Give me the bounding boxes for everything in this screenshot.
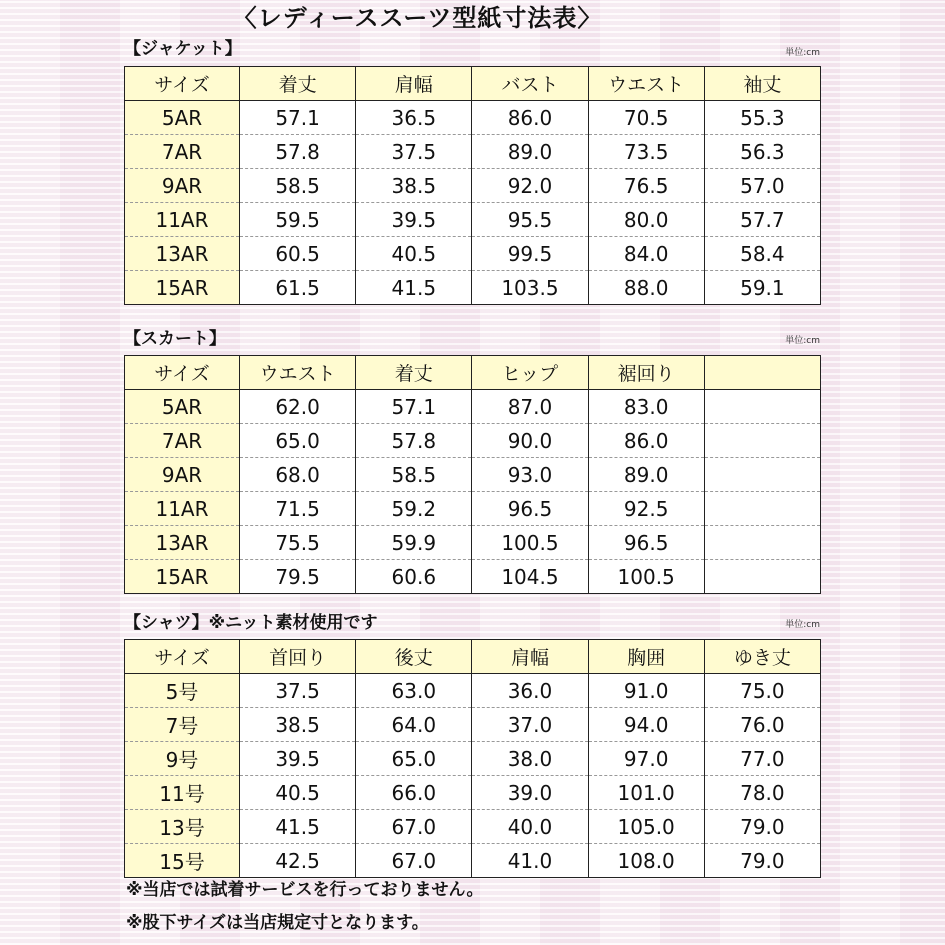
value-cell: 78.0 <box>704 776 820 810</box>
skirt-table-body <box>125 390 821 594</box>
value-cell: 57.0 <box>704 169 820 203</box>
table-row <box>125 844 821 878</box>
value-cell: 79.0 <box>704 844 820 878</box>
size-cell: 5AR <box>125 101 240 135</box>
table-row <box>125 390 821 424</box>
value-cell: 39.5 <box>356 203 472 237</box>
value-cell: 65.0 <box>240 424 356 458</box>
jacket-unit-label: 単位:cm <box>785 48 820 58</box>
value-cell: 41.5 <box>240 810 356 844</box>
value-cell: 57.8 <box>356 424 472 458</box>
skirt-section-label: 【スカート】 <box>124 329 226 349</box>
value-cell: 59.9 <box>356 526 472 560</box>
value-cell: 75.5 <box>240 526 356 560</box>
value-cell: 76.0 <box>704 708 820 742</box>
note-no-fitting: ※当店では試着サービスを行っておりません。 <box>126 880 484 900</box>
size-cell: 9AR <box>125 169 240 203</box>
shirt-size-table <box>124 639 821 878</box>
value-cell: 38.0 <box>472 742 588 776</box>
size-cell: 11AR <box>125 203 240 237</box>
value-cell: 57.8 <box>240 135 356 169</box>
value-cell: 67.0 <box>356 810 472 844</box>
table-row <box>125 458 821 492</box>
value-cell: 38.5 <box>356 169 472 203</box>
value-cell: 88.0 <box>588 271 704 305</box>
value-cell: 38.5 <box>240 708 356 742</box>
value-cell: 103.5 <box>472 271 588 305</box>
table-header-row <box>125 356 821 390</box>
value-cell: 94.0 <box>588 708 704 742</box>
value-cell <box>704 526 820 560</box>
value-cell: 57.1 <box>240 101 356 135</box>
value-cell: 42.5 <box>240 844 356 878</box>
table-row <box>125 674 821 708</box>
value-cell: 57.7 <box>704 203 820 237</box>
value-cell: 59.1 <box>704 271 820 305</box>
value-cell: 84.0 <box>588 237 704 271</box>
header-cell: 袖丈 <box>704 67 820 101</box>
header-cell: 首回り <box>240 640 356 674</box>
value-cell: 90.0 <box>472 424 588 458</box>
value-cell: 58.4 <box>704 237 820 271</box>
skirt-size-table <box>124 355 821 594</box>
value-cell: 79.0 <box>704 810 820 844</box>
value-cell: 83.0 <box>588 390 704 424</box>
header-cell: ウエスト <box>240 356 356 390</box>
jacket-size-table <box>124 66 821 305</box>
value-cell: 39.5 <box>240 742 356 776</box>
value-cell: 59.2 <box>356 492 472 526</box>
value-cell: 99.5 <box>472 237 588 271</box>
size-cell: 13号 <box>125 810 240 844</box>
value-cell: 86.0 <box>472 101 588 135</box>
size-cell: 11AR <box>125 492 240 526</box>
skirt-table-header <box>125 356 821 390</box>
header-cell: バスト <box>472 67 588 101</box>
value-cell: 100.5 <box>472 526 588 560</box>
table-header-row <box>125 67 821 101</box>
value-cell: 55.3 <box>704 101 820 135</box>
jacket-section-label: 【ジャケット】 <box>124 39 242 59</box>
value-cell: 56.3 <box>704 135 820 169</box>
value-cell: 108.0 <box>588 844 704 878</box>
value-cell: 93.0 <box>472 458 588 492</box>
value-cell: 80.0 <box>588 203 704 237</box>
value-cell: 57.1 <box>356 390 472 424</box>
value-cell: 41.0 <box>472 844 588 878</box>
value-cell: 87.0 <box>472 390 588 424</box>
header-cell: 着丈 <box>356 356 472 390</box>
table-row <box>125 169 821 203</box>
value-cell: 75.0 <box>704 674 820 708</box>
header-cell: 後丈 <box>356 640 472 674</box>
value-cell: 104.5 <box>472 560 588 594</box>
header-cell: ゆき丈 <box>704 640 820 674</box>
value-cell: 64.0 <box>356 708 472 742</box>
value-cell <box>704 492 820 526</box>
value-cell: 97.0 <box>588 742 704 776</box>
value-cell: 39.0 <box>472 776 588 810</box>
table-row <box>125 237 821 271</box>
value-cell: 60.6 <box>356 560 472 594</box>
size-cell: 13AR <box>125 526 240 560</box>
value-cell <box>704 458 820 492</box>
header-cell <box>704 356 820 390</box>
size-cell: 15号 <box>125 844 240 878</box>
value-cell <box>704 424 820 458</box>
size-cell: 11号 <box>125 776 240 810</box>
table-row <box>125 526 821 560</box>
value-cell: 58.5 <box>240 169 356 203</box>
shirt-unit-label: 単位:cm <box>785 620 820 630</box>
value-cell: 65.0 <box>356 742 472 776</box>
size-cell: 9AR <box>125 458 240 492</box>
size-cell: 13AR <box>125 237 240 271</box>
value-cell: 79.5 <box>240 560 356 594</box>
value-cell <box>704 560 820 594</box>
table-row <box>125 742 821 776</box>
value-cell: 36.0 <box>472 674 588 708</box>
value-cell: 63.0 <box>356 674 472 708</box>
value-cell: 71.5 <box>240 492 356 526</box>
table-row <box>125 203 821 237</box>
table-row <box>125 776 821 810</box>
value-cell: 105.0 <box>588 810 704 844</box>
header-cell: 着丈 <box>240 67 356 101</box>
value-cell: 92.5 <box>588 492 704 526</box>
value-cell: 61.5 <box>240 271 356 305</box>
note-inseam: ※股下サイズは当店規定寸となります。 <box>126 913 429 933</box>
value-cell: 89.0 <box>472 135 588 169</box>
value-cell: 40.5 <box>356 237 472 271</box>
header-cell: 肩幅 <box>356 67 472 101</box>
jacket-table-body <box>125 101 821 305</box>
table-row <box>125 101 821 135</box>
size-cell: 7AR <box>125 424 240 458</box>
value-cell: 77.0 <box>704 742 820 776</box>
value-cell: 96.5 <box>588 526 704 560</box>
value-cell: 70.5 <box>588 101 704 135</box>
value-cell: 41.5 <box>356 271 472 305</box>
table-row <box>125 708 821 742</box>
value-cell: 100.5 <box>588 560 704 594</box>
header-cell: サイズ <box>125 67 240 101</box>
table-row <box>125 560 821 594</box>
value-cell: 37.5 <box>356 135 472 169</box>
skirt-unit-label: 単位:cm <box>785 336 820 346</box>
jacket-table-header <box>125 67 821 101</box>
size-cell: 5号 <box>125 674 240 708</box>
value-cell: 37.0 <box>472 708 588 742</box>
size-cell: 15AR <box>125 560 240 594</box>
shirt-section-label: 【シャツ】※ニット素材使用です <box>124 613 378 633</box>
value-cell: 59.5 <box>240 203 356 237</box>
table-row <box>125 424 821 458</box>
value-cell: 76.5 <box>588 169 704 203</box>
value-cell: 36.5 <box>356 101 472 135</box>
header-cell: ウエスト <box>588 67 704 101</box>
table-row <box>125 810 821 844</box>
value-cell: 96.5 <box>472 492 588 526</box>
value-cell: 91.0 <box>588 674 704 708</box>
header-cell: 裾回り <box>588 356 704 390</box>
value-cell: 86.0 <box>588 424 704 458</box>
value-cell: 68.0 <box>240 458 356 492</box>
value-cell: 101.0 <box>588 776 704 810</box>
shirt-table-body <box>125 674 821 878</box>
size-cell: 7AR <box>125 135 240 169</box>
value-cell: 60.5 <box>240 237 356 271</box>
value-cell: 73.5 <box>588 135 704 169</box>
size-cell: 7号 <box>125 708 240 742</box>
value-cell: 58.5 <box>356 458 472 492</box>
value-cell: 95.5 <box>472 203 588 237</box>
header-cell: サイズ <box>125 640 240 674</box>
value-cell <box>704 390 820 424</box>
value-cell: 40.0 <box>472 810 588 844</box>
value-cell: 89.0 <box>588 458 704 492</box>
page-title: 〈レディーススーツ型紙寸法表〉 <box>232 4 603 32</box>
header-cell: 肩幅 <box>472 640 588 674</box>
value-cell: 40.5 <box>240 776 356 810</box>
shirt-table-header <box>125 640 821 674</box>
value-cell: 37.5 <box>240 674 356 708</box>
size-cell: 5AR <box>125 390 240 424</box>
table-row <box>125 492 821 526</box>
size-cell: 9号 <box>125 742 240 776</box>
value-cell: 66.0 <box>356 776 472 810</box>
header-cell: サイズ <box>125 356 240 390</box>
size-cell: 15AR <box>125 271 240 305</box>
value-cell: 67.0 <box>356 844 472 878</box>
table-header-row <box>125 640 821 674</box>
header-cell: ヒップ <box>472 356 588 390</box>
table-row <box>125 135 821 169</box>
table-row <box>125 271 821 305</box>
header-cell: 胸囲 <box>588 640 704 674</box>
value-cell: 92.0 <box>472 169 588 203</box>
value-cell: 62.0 <box>240 390 356 424</box>
